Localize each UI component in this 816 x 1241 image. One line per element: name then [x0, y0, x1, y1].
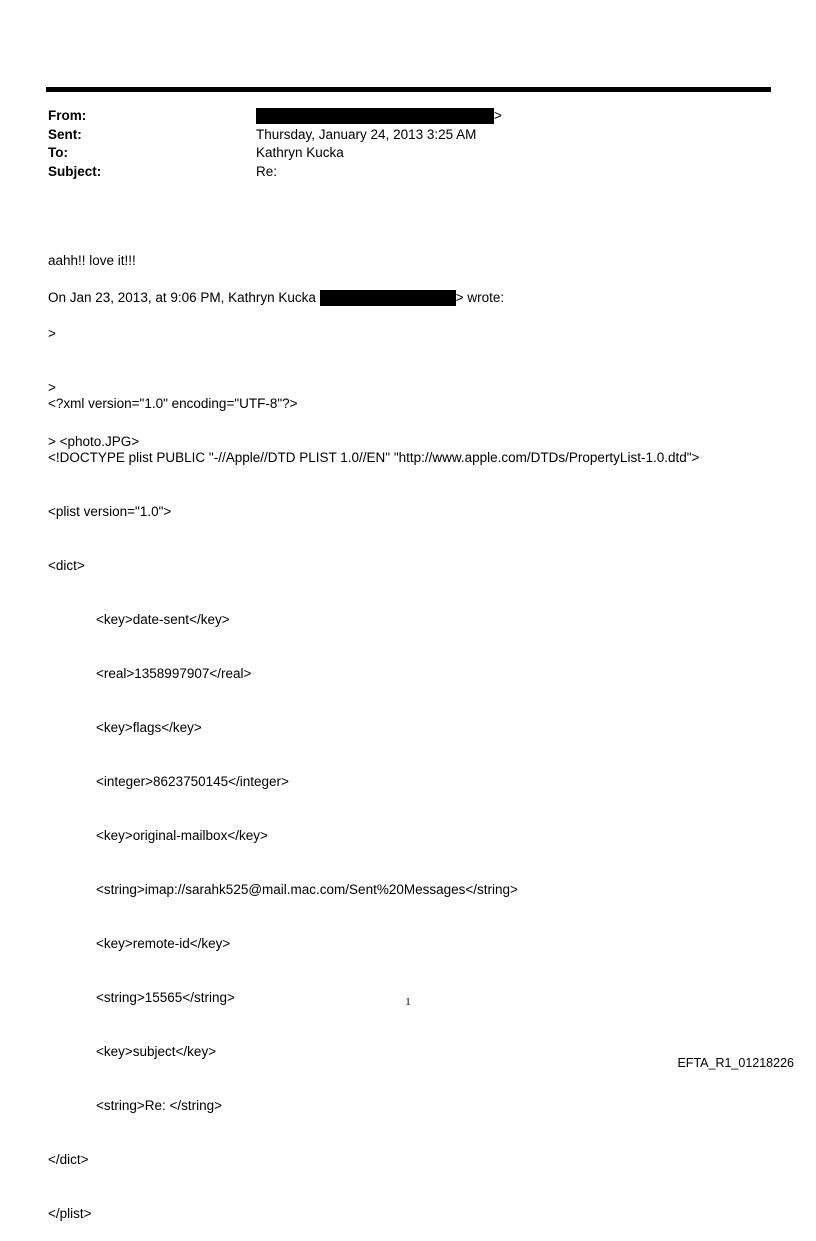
plist-entry: <key>date-sent</key>: [96, 612, 230, 627]
quoted-line: > <photo.JPG>: [48, 434, 140, 449]
sent-value: Thursday, January 24, 2013 3:25 AM: [256, 126, 477, 142]
redaction-box: [320, 290, 456, 306]
to-row: [48, 144, 502, 163]
plist-entry: <key>original-mailbox</key>: [96, 828, 268, 843]
plist-open: <plist version="1.0">: [48, 504, 172, 519]
doctype-line: <!DOCTYPE plist PUBLIC "-//Apple//DTD PLIST 1.0//EN" "http://www.apple.com/DTDs/PropertyList-1.0.dtd">: [48, 450, 700, 465]
plist-entry: <key>flags</key>: [96, 720, 202, 735]
subject-label: Subject:: [48, 163, 102, 179]
to-value: Kathryn Kucka: [256, 145, 344, 160]
plist-entry: <integer>8623750145</integer>: [96, 774, 289, 789]
page-number: 1: [405, 996, 411, 1008]
to-label: To:: [48, 145, 68, 160]
plist-entry: <key>subject</key>: [96, 1044, 217, 1059]
quoted-line: >: [48, 326, 56, 341]
sent-label: Sent:: [48, 126, 82, 142]
from-value: [256, 107, 502, 126]
plist-entry: <string>imap://sarahk525@mail.mac.com/Sent%20Messages</string>: [96, 882, 518, 897]
reply-text: aahh!! love it!!!: [48, 253, 136, 268]
plist-block: [48, 359, 699, 1241]
header-rule: [46, 87, 771, 92]
quoted-line: >: [48, 380, 56, 395]
redaction-box: [256, 108, 494, 124]
sent-row: [48, 126, 502, 145]
subject-row: [48, 163, 502, 182]
from-row: [48, 107, 502, 126]
subject-value: Re:: [256, 163, 278, 179]
plist-entry: <string>Re: </string>: [96, 1098, 223, 1113]
dict-open: <dict>: [48, 558, 85, 573]
email-header: [48, 107, 502, 181]
plist-entry: <key>remote-id</key>: [96, 936, 231, 951]
xml-declaration: <?xml version="1.0" encoding="UTF-8"?>: [48, 396, 298, 411]
plist-entry: <string>15565</string>: [96, 990, 235, 1005]
quote-intro-text: On Jan 23, 2013, at 9:06 PM, Kathryn Kucka: [48, 290, 316, 305]
dict-close: </dict>: [48, 1152, 89, 1167]
plist-entry: <real>1358997907</real>: [96, 666, 252, 681]
quote-intro-suffix: > wrote:: [455, 290, 505, 305]
document-id: EFTA_R1_01218226: [677, 1056, 794, 1070]
from-suffix: >: [494, 108, 502, 123]
from-label: From:: [48, 108, 87, 123]
plist-close: </plist>: [48, 1206, 92, 1221]
